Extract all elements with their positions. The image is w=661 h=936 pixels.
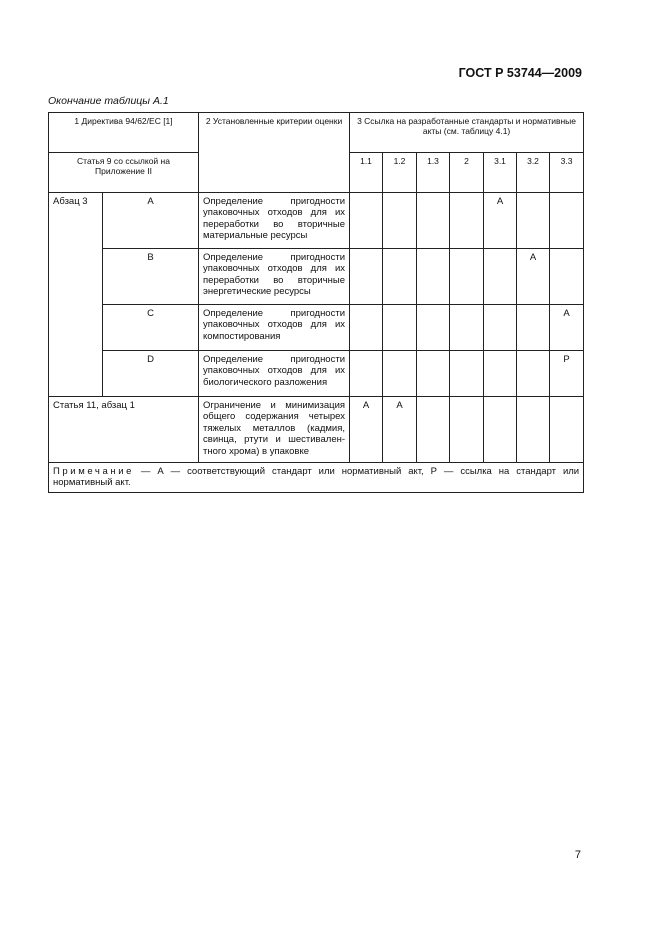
table-caption: Окончание таблицы А.1 [48,95,169,107]
mark-cell [417,249,450,305]
code-cell: D [103,351,199,397]
mark-cell [517,397,550,463]
mark-cell [383,305,417,351]
mark-cell [350,249,383,305]
ref-col-header: 2 [450,153,484,193]
mark-cell [450,193,484,249]
note-text: — А — соответствующий стандарт или нормативный акт, Р — ссылка на стандарт или нормативный акт. [53,466,580,489]
code-cell: В [103,249,199,305]
col1-subheader: Статья 9 со ссылкой на Приложение II [49,153,199,193]
mark-cell: А [517,249,550,305]
note-cell [49,463,584,493]
mark-cell: А [550,305,584,351]
mark-cell [417,305,450,351]
mark-cell [450,397,484,463]
note-row [49,463,584,493]
mark-cell [550,249,584,305]
criteria-cell: Определение пригодности упаковочных отходов для их переработки во вторичные материальные ресурсы [199,193,350,249]
mark-cell [517,193,550,249]
mark-cell [484,249,517,305]
ref-col-header: 1.2 [383,153,417,193]
mark-cell [383,193,417,249]
table-row [49,305,584,351]
mark-cell: А [383,397,417,463]
mark-cell [484,351,517,397]
mark-cell [383,249,417,305]
criteria-cell: Ограничение и минимизация общего содержания четырех тяжелых металлов (кадмия, свинца, ртути и шестивален-тного хрома) в упаковке [199,397,350,463]
mark-cell [383,351,417,397]
document-title: ГОСТ Р 53744—2009 [458,66,582,80]
mark-cell [417,351,450,397]
ref-col-header: 1.3 [417,153,450,193]
article-cell: Статья 11, абзац 1 [49,397,199,463]
mark-cell: А [350,397,383,463]
criteria-cell: Определение пригодности упаковочных отходов для их переработки во вторичные энергетические ресурсы [199,249,350,305]
mark-cell [417,397,450,463]
page-number: 7 [574,849,581,861]
mark-cell [484,397,517,463]
mark-cell [550,193,584,249]
code-cell: С [103,305,199,351]
ref-col-header: 3.2 [517,153,550,193]
ref-col-header: 1.1 [350,153,383,193]
mark-cell [550,397,584,463]
criteria-table [48,112,584,493]
ref-col-header: 3.3 [550,153,584,193]
mark-cell [417,193,450,249]
criteria-cell: Определение пригодности упаковочных отходов для их биологического разложения [199,351,350,397]
code-cell: А [103,193,199,249]
mark-cell [350,305,383,351]
table-row [49,249,584,305]
ref-col-header: 3.1 [484,153,517,193]
mark-cell [350,351,383,397]
mark-cell [350,193,383,249]
mark-cell [450,351,484,397]
col2-header: 2 Установленные критерии оценки [199,113,350,193]
article-cell: Абзац 3 [49,193,103,397]
mark-cell: А [484,193,517,249]
note-label: Примечание [53,466,134,477]
mark-cell [450,305,484,351]
col1-header: 1 Директива 94/62/ЕС [1] [49,113,199,153]
table-row [49,351,584,397]
mark-cell [484,305,517,351]
mark-cell [450,249,484,305]
table-row [49,397,584,463]
mark-cell [517,351,550,397]
col3-header: 3 Ссылка на разработанные стандарты и нормативные акты (см. таблицу 4.1) [350,113,584,153]
criteria-cell: Определение пригодности упаковочных отходов для их компостирования [199,305,350,351]
table-row [49,193,584,249]
mark-cell [517,305,550,351]
mark-cell: Р [550,351,584,397]
